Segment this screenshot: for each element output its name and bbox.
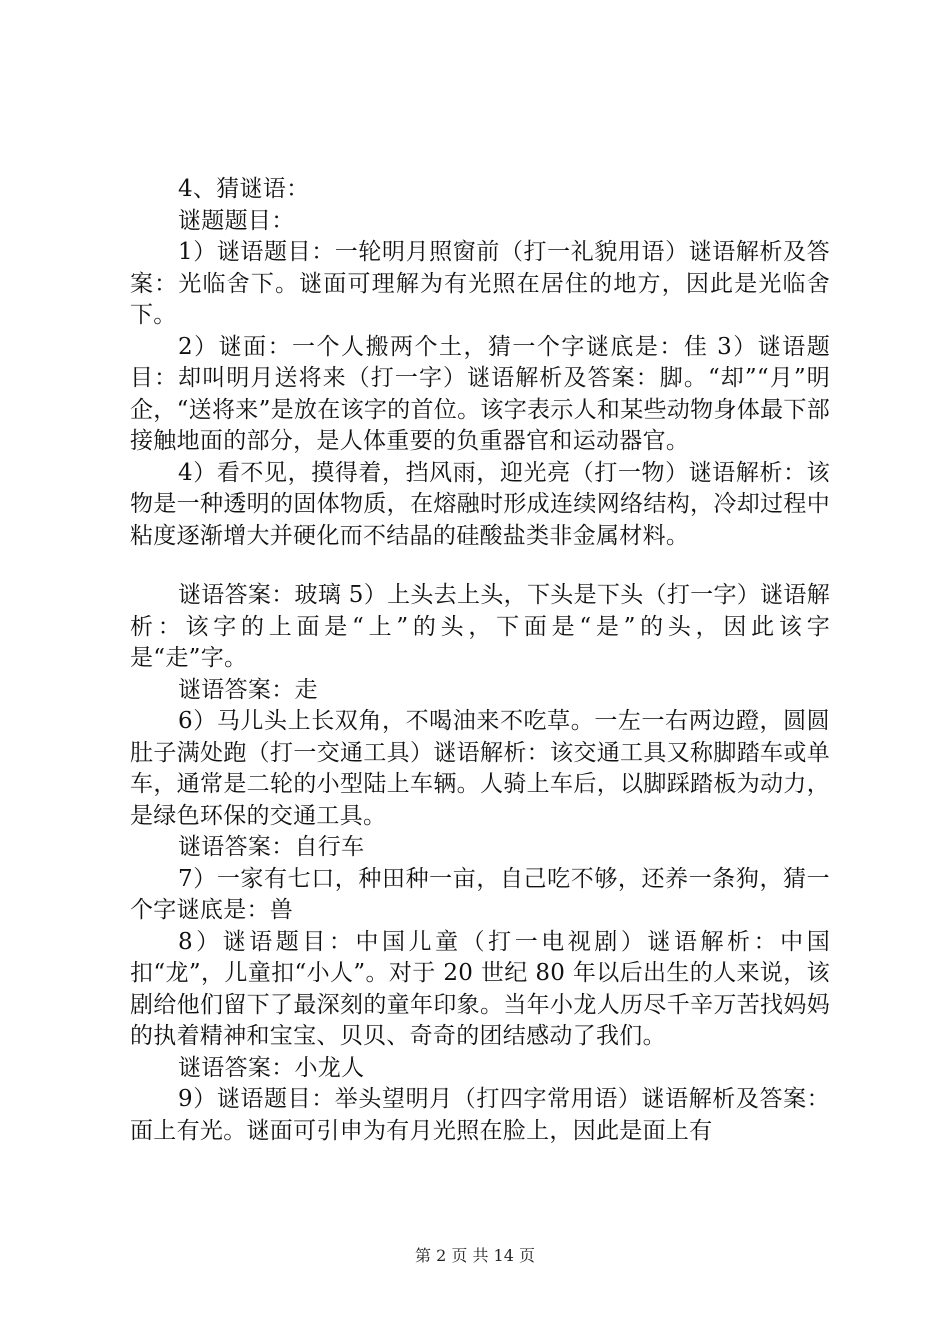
- paragraph-gap: [130, 552, 830, 580]
- paragraph-answer-8: 谜语答案：小龙人: [178, 1054, 365, 1081]
- paragraph-heading: 4、猜谜语：: [178, 176, 310, 202]
- paragraph-riddle-7: 7）一家有七口，种田种一亩，自己吃不够，还养一条狗，猜一个字谜底是：兽: [130, 865, 830, 923]
- paragraph-riddle-8: 8）谜语题目：中国儿童（打一电视剧）谜语解析：中国扣“龙”，儿童扣“小人”。对于 20 世纪 80 年以后出生的人来说，该剧给他们留下了最深刻的童年印象。当年小龙人历尽千辛万苦找妈妈的执着精神和宝宝、贝贝、奇奇的团结感动了我们。: [130, 928, 830, 1049]
- paragraph-riddle-1: 1）谜语题目：一轮明月照窗前（打一礼貌用语）谜语解析及答案：光临舍下。谜面可理解为有光照在居住的地方，因此是光临舍下。: [130, 239, 830, 328]
- paragraph-answer-6: 谜语答案：自行车: [178, 834, 365, 860]
- paragraph-riddle-4: 4）看不见，摸得着，挡风雨，迎光亮（打一物）谜语解析：该物是一种透明的固体物质，在熔融时形成连续网络结构，冷却过程中粘度逐渐增大并硬化而不结晶的硅酸盐类非金属材料。: [130, 459, 830, 549]
- document-body: [130, 174, 830, 1147]
- paragraph-riddle-2-3: 2）谜面：一个人搬两个土，猜一个字谜底是：佳 3）谜语题目：却叫明月送将来（打一字）谜语解析及答案：脚。“却”“月”明企，“送将来”是放在该字的首位。该字表示人和某些动物身体最下部接触地面的部分，是人体重要的负重器官和运动器官。: [130, 333, 830, 454]
- paragraph-subheading: 谜题题目：: [178, 207, 295, 234]
- paragraph-answer-4-riddle-5: 谜语答案：玻璃 5）上头去上头，下头是下头（打一字）谜语解析：该字的上面是“上”的头，下面是“是”的头，因此该字是“走”字。: [130, 582, 830, 671]
- paragraph-answer-5: 谜语答案：走: [178, 676, 318, 703]
- paragraph-riddle-6: 6）马儿头上长双角，不喝油来不吃草。一左一右两边蹬，圆圆肚子满处跑（打一交通工具）谜语解析：该交通工具又称脚踏车或单车，通常是二轮的小型陆上车辆。人骑上车后，以脚踩踏板为动力，是绿色环保的交通工具。: [130, 708, 830, 829]
- paragraph-riddle-9: 9）谜语题目：举头望明月（打四字常用语）谜语解析及答案：面上有光。谜面可引申为有月光照在脸上，因此是面上有: [130, 1086, 830, 1144]
- page-number-footer: 第 2 页 共 14 页: [415, 1246, 535, 1265]
